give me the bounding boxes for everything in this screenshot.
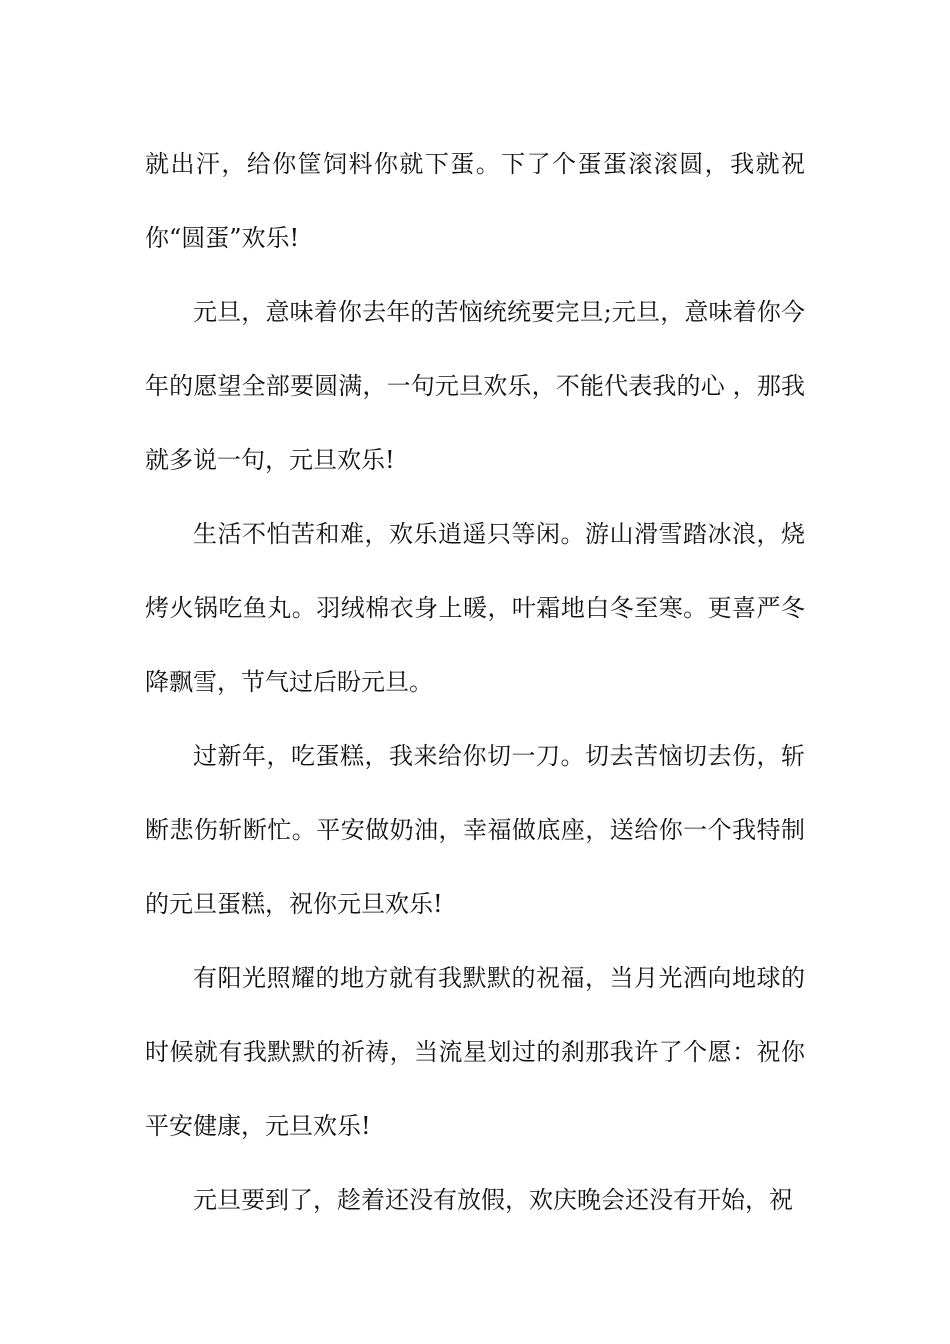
paragraph: 元旦，意味着你去年的苦恼统统要完旦;元旦，意味着你今年的愿望全部要圆满，一句元旦欢乐，不能代表我的心 ，那我就多说一句，元旦欢乐!: [145, 298, 805, 474]
paragraph: 元旦要到了，趁着还没有放假，欢庆晚会还没有开始，祝: [193, 1186, 793, 1214]
paragraph: 有阳光照耀的地方就有我默默的祝福，当月光洒向地球的时候就有我默默的祈祷，当流星划过的刹那我许了个愿：祝你平安健康，元旦欢乐!: [145, 964, 805, 1140]
document-body: [145, 127, 805, 1237]
paragraph: 过新年，吃蛋糕，我来给你切一刀。切去苦恼切去伤，斩断悲伤斩断忙。平安做奶油，幸福做底座，送给你一个我特制的元旦蛋糕，祝你元旦欢乐!: [145, 742, 805, 918]
paragraph: 生活不怕苦和难，欢乐逍遥只等闲。游山滑雪踏冰浪，烧烤火锅吃鱼丸。羽绒棉衣身上暖，叶霜地白冬至寒。更喜严冬降飘雪，节气过后盼元旦。: [145, 520, 805, 696]
paragraph: 就出汗，给你筐饲料你就下蛋。下了个蛋蛋滚滚圆，我就祝你“圆蛋”欢乐!: [145, 150, 805, 252]
